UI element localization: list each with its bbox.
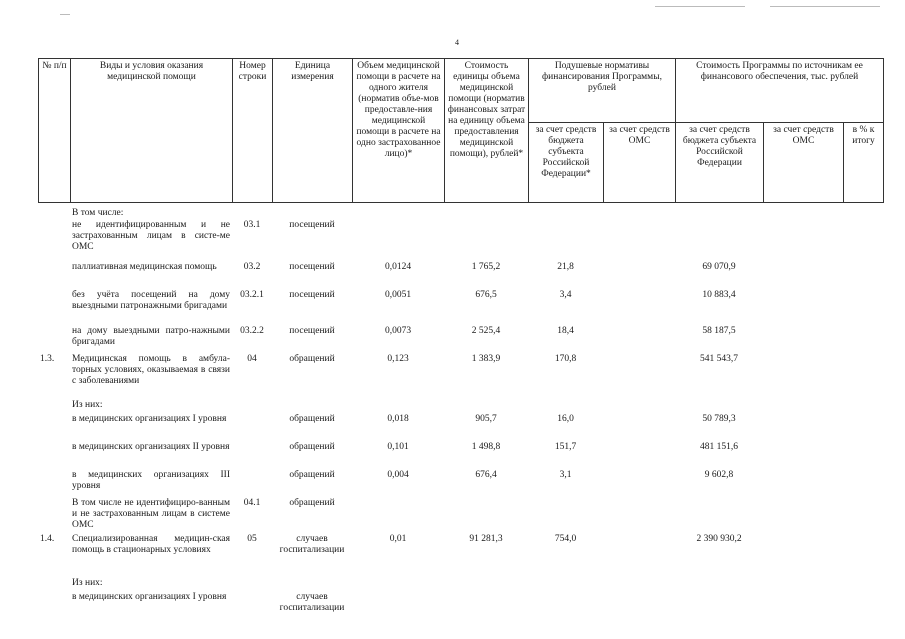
row-program-pct <box>843 534 883 578</box>
row-name: в медицинских организациях I уровня <box>72 414 227 424</box>
row-unit: обращений <box>289 354 335 364</box>
row-cost <box>444 220 528 262</box>
row-name: в медицинских организациях I уровня <box>72 592 227 602</box>
row-line-code <box>232 592 272 620</box>
row-program-pct <box>843 290 883 326</box>
row-cost <box>444 592 528 620</box>
scan-mark <box>655 6 745 7</box>
row-program-pct <box>843 220 883 262</box>
row-per-capita-oms <box>603 578 675 592</box>
row-name: В том числе: <box>72 208 124 218</box>
row-program-oms <box>763 208 843 220</box>
table-header <box>38 58 884 203</box>
row-cost: 2 525,4 <box>471 326 501 336</box>
row-unit: обращений <box>289 470 335 480</box>
row-program-oms <box>763 414 843 442</box>
row-line-code <box>232 400 272 414</box>
row-program-oms <box>763 290 843 326</box>
scan-speck <box>60 14 70 15</box>
row-per-capita-budget <box>528 400 603 414</box>
row-line-code <box>232 208 272 220</box>
table-body <box>38 208 883 620</box>
row-program-oms <box>763 578 843 592</box>
row-program-pct <box>843 354 883 400</box>
row-program-oms <box>763 220 843 262</box>
row-unit <box>272 208 352 220</box>
header-program-budget: за счет средств бюджета субъекта Российской Федерации <box>676 123 764 203</box>
header-num: № п/п <box>39 59 71 203</box>
row-num <box>38 208 70 220</box>
row-program-budget: 58 187,5 <box>702 326 736 336</box>
row-num <box>38 470 70 498</box>
row-name: не идентифицированным и не застрахованным лицам в систе-ме ОМС <box>72 220 230 252</box>
row-program-budget <box>675 592 763 620</box>
row-volume <box>352 400 444 414</box>
row-unit <box>272 400 352 414</box>
row-per-capita-budget: 16,0 <box>557 414 574 424</box>
row-program-budget <box>675 208 763 220</box>
row-num <box>38 326 70 354</box>
table-row <box>38 400 883 414</box>
row-num <box>38 290 70 326</box>
row-name: Медицинская помощь в амбула-торных условиях, оказываемая в связи с заболеваниями <box>72 354 230 386</box>
row-unit: посещений <box>289 262 335 272</box>
row-num <box>38 592 70 620</box>
table-row <box>38 290 883 326</box>
row-unit: случаев госпитализации <box>279 534 345 555</box>
row-per-capita-budget: 170,8 <box>554 354 577 364</box>
row-unit <box>272 578 352 592</box>
row-program-pct <box>843 208 883 220</box>
row-per-capita-budget: 3,4 <box>559 290 572 300</box>
row-cost: 905,7 <box>475 414 497 424</box>
row-per-capita-budget <box>528 498 603 534</box>
row-per-capita-budget: 754,0 <box>554 534 577 544</box>
row-program-pct <box>843 578 883 592</box>
row-volume: 0,01 <box>389 534 407 544</box>
row-program-oms <box>763 498 843 534</box>
table-row <box>38 354 883 400</box>
row-program-pct <box>843 262 883 290</box>
row-unit: обращений <box>289 498 335 508</box>
table-row <box>38 220 883 262</box>
row-volume: 0,0051 <box>384 290 412 300</box>
row-per-capita-oms <box>603 442 675 470</box>
header-line: Номер строки <box>233 59 273 203</box>
row-line-code <box>232 470 272 498</box>
row-cost: 1 383,9 <box>471 354 501 364</box>
row-unit: посещений <box>289 326 335 336</box>
row-line-code <box>232 578 272 592</box>
row-program-budget: 69 070,9 <box>702 262 736 272</box>
row-line-code: 03.2.2 <box>240 326 264 336</box>
row-cost: 91 281,3 <box>469 534 503 544</box>
row-program-pct <box>843 400 883 414</box>
row-unit: случаев госпитализации <box>279 592 345 613</box>
row-per-capita-oms <box>603 400 675 414</box>
row-name: на дому выездными патро-нажными бригадами <box>72 326 230 347</box>
row-line-code: 03.1 <box>243 220 261 230</box>
row-line-code <box>232 414 272 442</box>
table-row <box>38 208 883 220</box>
row-per-capita-budget: 151,7 <box>554 442 577 452</box>
row-unit: посещений <box>289 220 335 230</box>
row-volume <box>352 578 444 592</box>
row-line-code: 05 <box>247 534 257 544</box>
row-name: в медицинских организациях II уровня <box>72 442 230 452</box>
row-per-capita-budget <box>528 220 603 262</box>
table-row <box>38 578 883 592</box>
row-line-code: 03.2 <box>243 262 261 272</box>
row-program-pct <box>843 498 883 534</box>
row-program-pct <box>843 442 883 470</box>
row-program-oms <box>763 592 843 620</box>
row-program-pct <box>843 470 883 498</box>
row-num <box>38 220 70 262</box>
row-program-budget: 10 883,4 <box>702 290 736 300</box>
row-per-capita-budget: 3,1 <box>559 470 572 480</box>
header-program-cost: Стоимость Программы по источникам ее финансового обеспечения, тыс. рублей <box>676 59 884 123</box>
row-name: Специализированная медицин-ская помощь в стационарных условиях <box>72 534 230 555</box>
table-row <box>38 498 883 534</box>
header-kind: Виды и условия оказания медицинской помощи <box>71 59 233 203</box>
row-program-oms <box>763 470 843 498</box>
row-name: паллиативная медицинская помощь <box>72 262 217 272</box>
row-unit: обращений <box>289 442 335 452</box>
row-program-pct <box>843 592 883 620</box>
row-program-pct <box>843 326 883 354</box>
header-program-oms: за счет средств ОМС <box>764 123 844 203</box>
scan-mark <box>770 6 880 7</box>
row-volume: 0,004 <box>387 470 409 480</box>
row-program-budget <box>675 400 763 414</box>
header-per-capita: Подушевые нормативы финансирования Программы, рублей <box>529 59 676 123</box>
row-name: В том числе не идентифициро-ванным и не застрахованным лицам в системе ОМС <box>72 498 230 530</box>
row-line-code <box>232 442 272 470</box>
row-per-capita-oms <box>603 208 675 220</box>
row-num <box>38 262 70 290</box>
row-per-capita-oms <box>603 414 675 442</box>
row-cost <box>444 498 528 534</box>
row-name: Из них: <box>72 400 103 410</box>
row-num <box>38 414 70 442</box>
row-per-capita-oms <box>603 262 675 290</box>
row-volume <box>352 220 444 262</box>
row-num: 1.3. <box>40 354 55 364</box>
table-row <box>38 534 883 578</box>
row-cost: 676,5 <box>475 290 497 300</box>
row-num <box>38 578 70 592</box>
row-name: в медицинских организациях III уровня <box>72 470 230 491</box>
row-name: Из них: <box>72 578 103 588</box>
row-num <box>38 400 70 414</box>
row-per-capita-oms <box>603 326 675 354</box>
row-program-budget <box>675 498 763 534</box>
row-program-oms <box>763 326 843 354</box>
row-volume <box>352 592 444 620</box>
row-per-capita-oms <box>603 290 675 326</box>
header-per-capita-oms: за счет средств ОМС <box>604 123 676 203</box>
row-volume: 0,123 <box>387 354 409 364</box>
table-row <box>38 414 883 442</box>
row-per-capita-budget: 21,8 <box>557 262 574 272</box>
row-volume <box>352 498 444 534</box>
row-num <box>38 442 70 470</box>
row-cost: 1 498,8 <box>471 442 501 452</box>
row-cost: 676,4 <box>475 470 497 480</box>
row-program-budget: 481 151,6 <box>700 442 738 452</box>
row-per-capita-oms <box>603 534 675 578</box>
row-program-budget: 9 602,8 <box>704 470 734 480</box>
row-program-budget: 50 789,3 <box>702 414 736 424</box>
page-number: 4 <box>455 38 459 47</box>
row-program-oms <box>763 534 843 578</box>
row-line-code: 03.2.1 <box>240 290 264 300</box>
row-program-oms <box>763 442 843 470</box>
table-row <box>38 592 883 620</box>
header-unit: Единица измерения <box>273 59 353 203</box>
header-program-pct: в % к итогу <box>844 123 884 203</box>
row-per-capita-budget: 18,4 <box>557 326 574 336</box>
row-program-oms <box>763 262 843 290</box>
row-program-pct <box>843 414 883 442</box>
table-row <box>38 470 883 498</box>
row-volume: 0,0124 <box>384 262 412 272</box>
row-name: без учёта посещений на дому выездными патронажными бригадами <box>72 290 230 311</box>
table-row <box>38 326 883 354</box>
header-volume: Объем медицинской помощи в расчете на одного жителя (норматив объе-мов предоставле-ния медицинской помощи в расчете на одно застрахованное лицо)* <box>353 59 445 203</box>
row-program-oms <box>763 400 843 414</box>
table-row <box>38 442 883 470</box>
row-volume: 0,101 <box>387 442 409 452</box>
row-program-budget <box>675 578 763 592</box>
row-program-budget: 2 390 930,2 <box>696 534 742 544</box>
row-unit: обращений <box>289 414 335 424</box>
row-per-capita-budget <box>528 592 603 620</box>
row-cost <box>444 578 528 592</box>
row-cost: 1 765,2 <box>471 262 501 272</box>
row-per-capita-oms <box>603 470 675 498</box>
row-program-oms <box>763 354 843 400</box>
row-unit: посещений <box>289 290 335 300</box>
row-per-capita-oms <box>603 354 675 400</box>
row-per-capita-budget <box>528 208 603 220</box>
row-per-capita-oms <box>603 592 675 620</box>
table-row <box>38 262 883 290</box>
row-program-budget: 541 543,7 <box>700 354 738 364</box>
row-line-code: 04.1 <box>243 498 261 508</box>
row-volume <box>352 208 444 220</box>
row-cost <box>444 400 528 414</box>
row-volume: 0,0073 <box>384 326 412 336</box>
row-per-capita-oms <box>603 498 675 534</box>
row-per-capita-oms <box>603 220 675 262</box>
row-volume: 0,018 <box>387 414 409 424</box>
header-per-capita-budget: за счет средств бюджета субъекта Российской Федерации* <box>529 123 604 203</box>
row-line-code: 04 <box>247 354 257 364</box>
row-per-capita-budget <box>528 578 603 592</box>
row-cost <box>444 208 528 220</box>
row-num: 1.4. <box>40 534 55 544</box>
row-num <box>38 498 70 534</box>
row-program-budget <box>675 220 763 262</box>
header-cost: Стоимость единицы объема медицинской помощи (норматив финансовых затрат на единицу объема предоставления медицинской помощи), рублей* <box>445 59 529 203</box>
